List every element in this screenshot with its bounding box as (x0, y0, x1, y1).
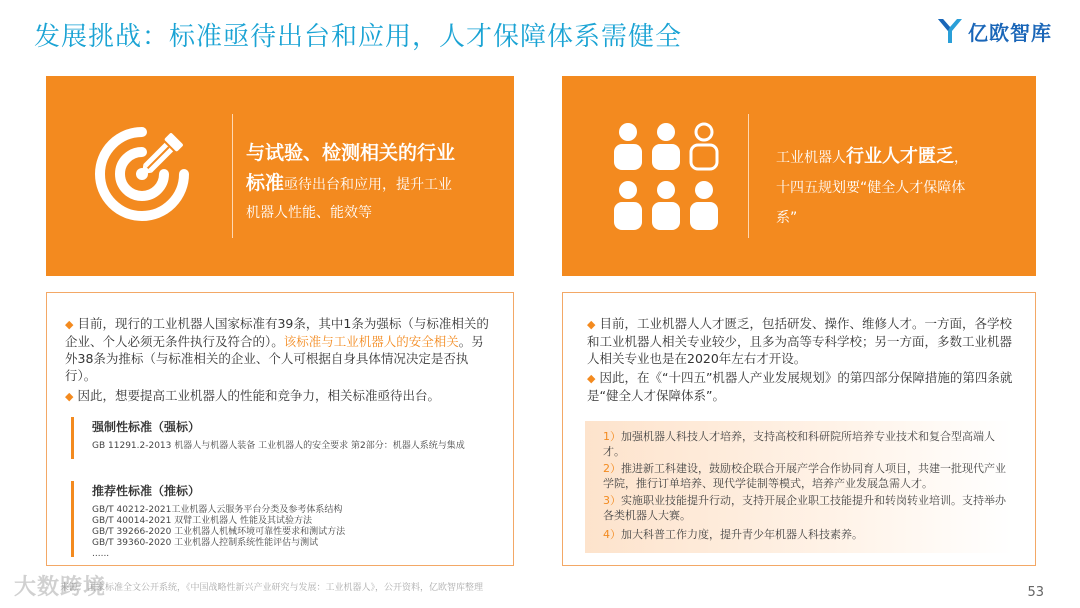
banner-divider (232, 114, 233, 238)
standard-item: GB/T 39266-2020 工业机器人机械环境可靠性要求和测试方法 (92, 527, 346, 537)
bullet-text: 因此，在《“十四五”机器人产业发展规划》的第四部分保障措施的第四条就是“健全人才保障体系”。 (587, 370, 1013, 403)
banner-prefix: 工业机器人 (776, 150, 846, 166)
standards-panel (46, 292, 514, 566)
measure-item (603, 429, 1013, 459)
bullet-text: 目前，工业机器人人才匮乏，包括研发、操作、维修人才。一方面，各学校和工业机器人相关专业较少，且多为高等专科学校；另一方面，多数工业机器人相关专业也是在2020年左右才开设。 (587, 316, 1013, 366)
measure-text: 加强机器人科技人才培养，支持高校和科研院所培养专业技术和复合型高端人才。 (603, 430, 995, 458)
talent-banner-text (776, 142, 1016, 233)
measure-text: 加大科普工作力度，提升青少年机器人科技素养。 (621, 528, 863, 541)
watermark: 大数跨境 (14, 575, 107, 600)
mandatory-standards-box (71, 417, 491, 459)
measures-box (585, 421, 1013, 553)
mandatory-heading: 强制性标准（强标） (92, 420, 201, 434)
brand-logo (934, 14, 1064, 48)
diamond-bullet-icon: ◆ (587, 372, 596, 385)
banner-bold-word: 标准 (246, 172, 285, 194)
standard-item: GB/T 40212-2021工业机器人云服务平台分类及参考体系结构 (92, 505, 343, 515)
bullet-text: 。另外38条为推标（与标准相关的企业、个人可根据自身具体情况决定是否执行）。 (65, 334, 484, 383)
measure-number: 2） (603, 462, 621, 475)
banner-line-2 (246, 168, 496, 200)
standard-item: ...... (92, 549, 110, 559)
measure-text: 实施职业技能提升行动，支持开展企业职工技能提升和转岗转业培训。支持举办各类机器人大赛。 (603, 494, 1006, 522)
list-item (65, 387, 495, 405)
list-item (587, 369, 1017, 404)
highlight-text: 该标准与工业机器人的安全相关 (283, 334, 459, 349)
measure-item (603, 527, 1013, 542)
banner-suffix: ， (954, 150, 968, 166)
people-group-icon (610, 122, 722, 234)
bullet-text: 目前，现行的工业机器人国家标准有39条，其中1条为强标（与标准相关的企业、个人必须无条件执行及符合的）。 (65, 316, 489, 349)
bullet-text: 因此，想要提高工业机器人的性能和竞争力，相关标准亟待出台。 (77, 388, 440, 403)
measure-item (603, 493, 1013, 523)
recommended-standards-box (71, 481, 491, 557)
diamond-bullet-icon: ◆ (587, 318, 596, 331)
source-note: 来源：国家标准全文公开系统，《中国战略性新兴产业研究与发展：工业机器人》，公开资料，亿欧智库整理 (60, 583, 484, 593)
banner-line-2: 十四五规划要“健全人才保障体 (776, 180, 966, 196)
measure-number: 1） (603, 430, 621, 443)
list-item (65, 315, 495, 384)
recommended-heading: 推荐性标准（推标） (92, 484, 201, 498)
measure-item (603, 461, 1013, 491)
diamond-bullet-icon: ◆ (65, 318, 74, 331)
standards-banner-text (246, 138, 496, 226)
banner-headline: 与试验、检测相关的行业 (246, 142, 456, 164)
measure-text: 推进新工科建设，鼓励校企联合开展产学合作协同育人项目，共建一批现代产业学院，推行订单培养、现代学徒制等模式，培养产业发展急需人才。 (603, 462, 1006, 490)
standard-item: GB/T 40014-2021 双臂工业机器人 性能及其试验方法 (92, 516, 313, 526)
page-title: 发展挑战：标准亟待出台和应用，人才保障体系需健全 (34, 22, 683, 52)
banner-divider (748, 114, 749, 238)
standard-item: GB/T 39360-2020 工业机器人控制系统性能评估与测试 (92, 538, 319, 548)
page-number: 53 (1027, 585, 1044, 600)
banner-line-2-rest: 亟待出台和应用，提升工业 (284, 177, 453, 193)
banner-bold-phrase: 行业人才匮乏 (846, 146, 954, 167)
banner-line-3: 机器人性能、能效等 (246, 205, 372, 221)
target-pen-icon (92, 124, 192, 224)
logo-mark-icon (934, 15, 966, 47)
logo-text: 亿欧智库 (968, 20, 1052, 45)
banner-line-3: 系” (776, 210, 798, 226)
talent-panel (562, 292, 1036, 566)
measure-number: 3） (603, 494, 621, 507)
diamond-bullet-icon: ◆ (65, 390, 74, 403)
standard-item: GB 11291.2-2013 机器人与机器人装备 工业机器人的安全要求 第2部分：机器人系统与集成 (92, 441, 465, 451)
list-item (587, 315, 1017, 367)
measure-number: 4） (603, 528, 621, 541)
standards-banner (46, 76, 514, 276)
banner-line-1 (776, 142, 1016, 173)
talent-banner (562, 76, 1036, 276)
